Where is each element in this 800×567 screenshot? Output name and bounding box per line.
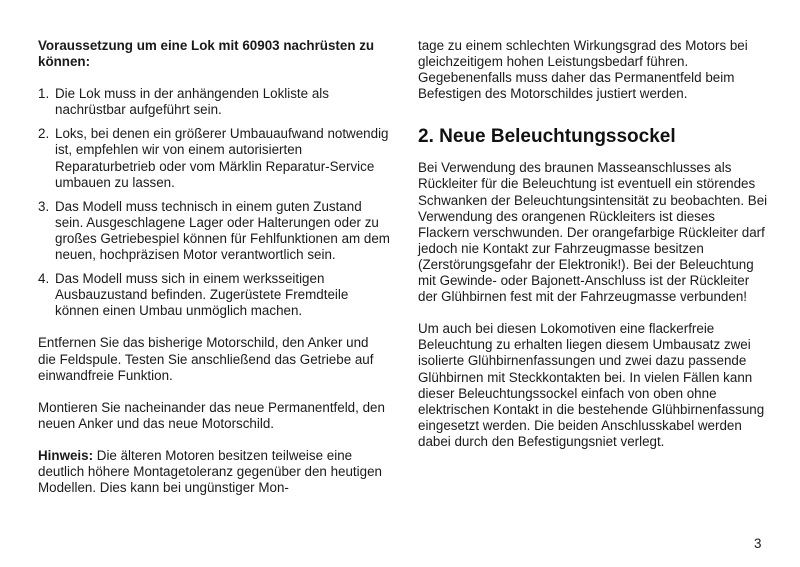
section-title: 2. Neue Beleuchtungssockel [418,126,676,148]
list-item-number: 2. [38,126,50,142]
list-item-text: Die Lok muss in der anhängenden Lokliste als nachrüstbar aufgeführt sein. [55,86,329,118]
page-number: 3 [754,536,762,551]
list-item [38,199,390,263]
left-column [38,38,390,496]
list-item-number: 3. [38,198,50,214]
mounting-paragraph: Montieren Sie nacheinander das neue Permanentfeld, den neuen Anker und das neue Motorschild. [38,399,385,431]
list-item [38,86,390,118]
requirements-list [38,86,390,319]
hint-label: Hinweis: [38,447,94,463]
ground-return-paragraph: Bei Verwendung des braunen Masseanschlusses als Rückleiter für die Beleuchtung ist eventuell ein störendes Schwanken der Beleuchtungsintensität zu beobachten. Bei Verwendung des orangenen Rückleiters ist dieses Flackern verschwunden. Der orangefarbige Rückleiter darf jedoch nie Kontakt zur Fahrzeugmasse besitzen (Zerstörungsgefahr der Elektronik!). Bei der Beleuchtung mit Gewinde- oder Bajonett-Anschluss ist der Rückleiter der Glühbirnen fest mit der Fahrzeugmasse verbunden! [418,160,768,305]
requirements-heading: Voraussetzung um eine Lok mit 60903 nachrüsten zu können: [38,38,375,70]
hint-paragraph [38,448,390,496]
list-item-text: Das Modell muss technisch in einem guten Zustand sein. Ausgeschlagene Lager oder Halterungen oder zu großes Getriebespiel können für Fehlfunktionen am dem neuen, hochpräzisen Motor verantwortlich sein. [55,198,390,263]
removal-paragraph: Entfernen Sie das bisherige Motorschild, den Anker und die Feldspule. Testen Sie anschließend das Getriebe auf einwandfreie Funktion. [38,335,374,383]
continuation-paragraph: tage zu einem schlechten Wirkungsgrad des Motors bei gleichzeitigem hohen Leistungsbedarf führen. Gegebenenfalls muss daher das Permanentfeld beim Befestigen des Motorschildes justiert werden. [418,38,748,102]
list-item-text: Loks, bei denen ein größerer Umbauaufwand notwendig ist, empfehlen wir von einem autorisierten Reparaturbetrieb oder vom Märklin Reparatur-Service umbauen zu lassen. [55,126,389,190]
bulb-socket-paragraph: Um auch bei diesen Lokomotiven eine flackerfreie Beleuchtung zu erhalten liegen diesem Umbausatz zwei isolierte Glühbirnenfassungen und zwei dazu passende Glühbirnen mit Steckkontakten bei. In vielen Fällen kann dieser Beleuchtungssockel einfach von oben ohne elektrischen Kontakt in die bestehende Glühbirnenfassung eingesetzt werden. Die beiden Anschlusskabel werden dabei durch den Befestigungsniet verlegt. [418,321,765,449]
right-column [418,38,768,450]
list-item-text: Das Modell muss sich in einem werksseitigen Ausbauzustand befinden. Zugerüstete Fremdteile können einen Umbau unmöglich machen. [55,271,349,319]
list-item [38,271,390,319]
list-item-number: 4. [38,271,50,287]
hint-text: Die älteren Motoren besitzen teilweise eine deutlich höhere Montagetoleranz gegenüber den heutigen Modellen. Dies kann bei ungünstiger Mon- [38,447,382,496]
list-item [38,126,390,190]
list-item-number: 1. [38,86,50,102]
